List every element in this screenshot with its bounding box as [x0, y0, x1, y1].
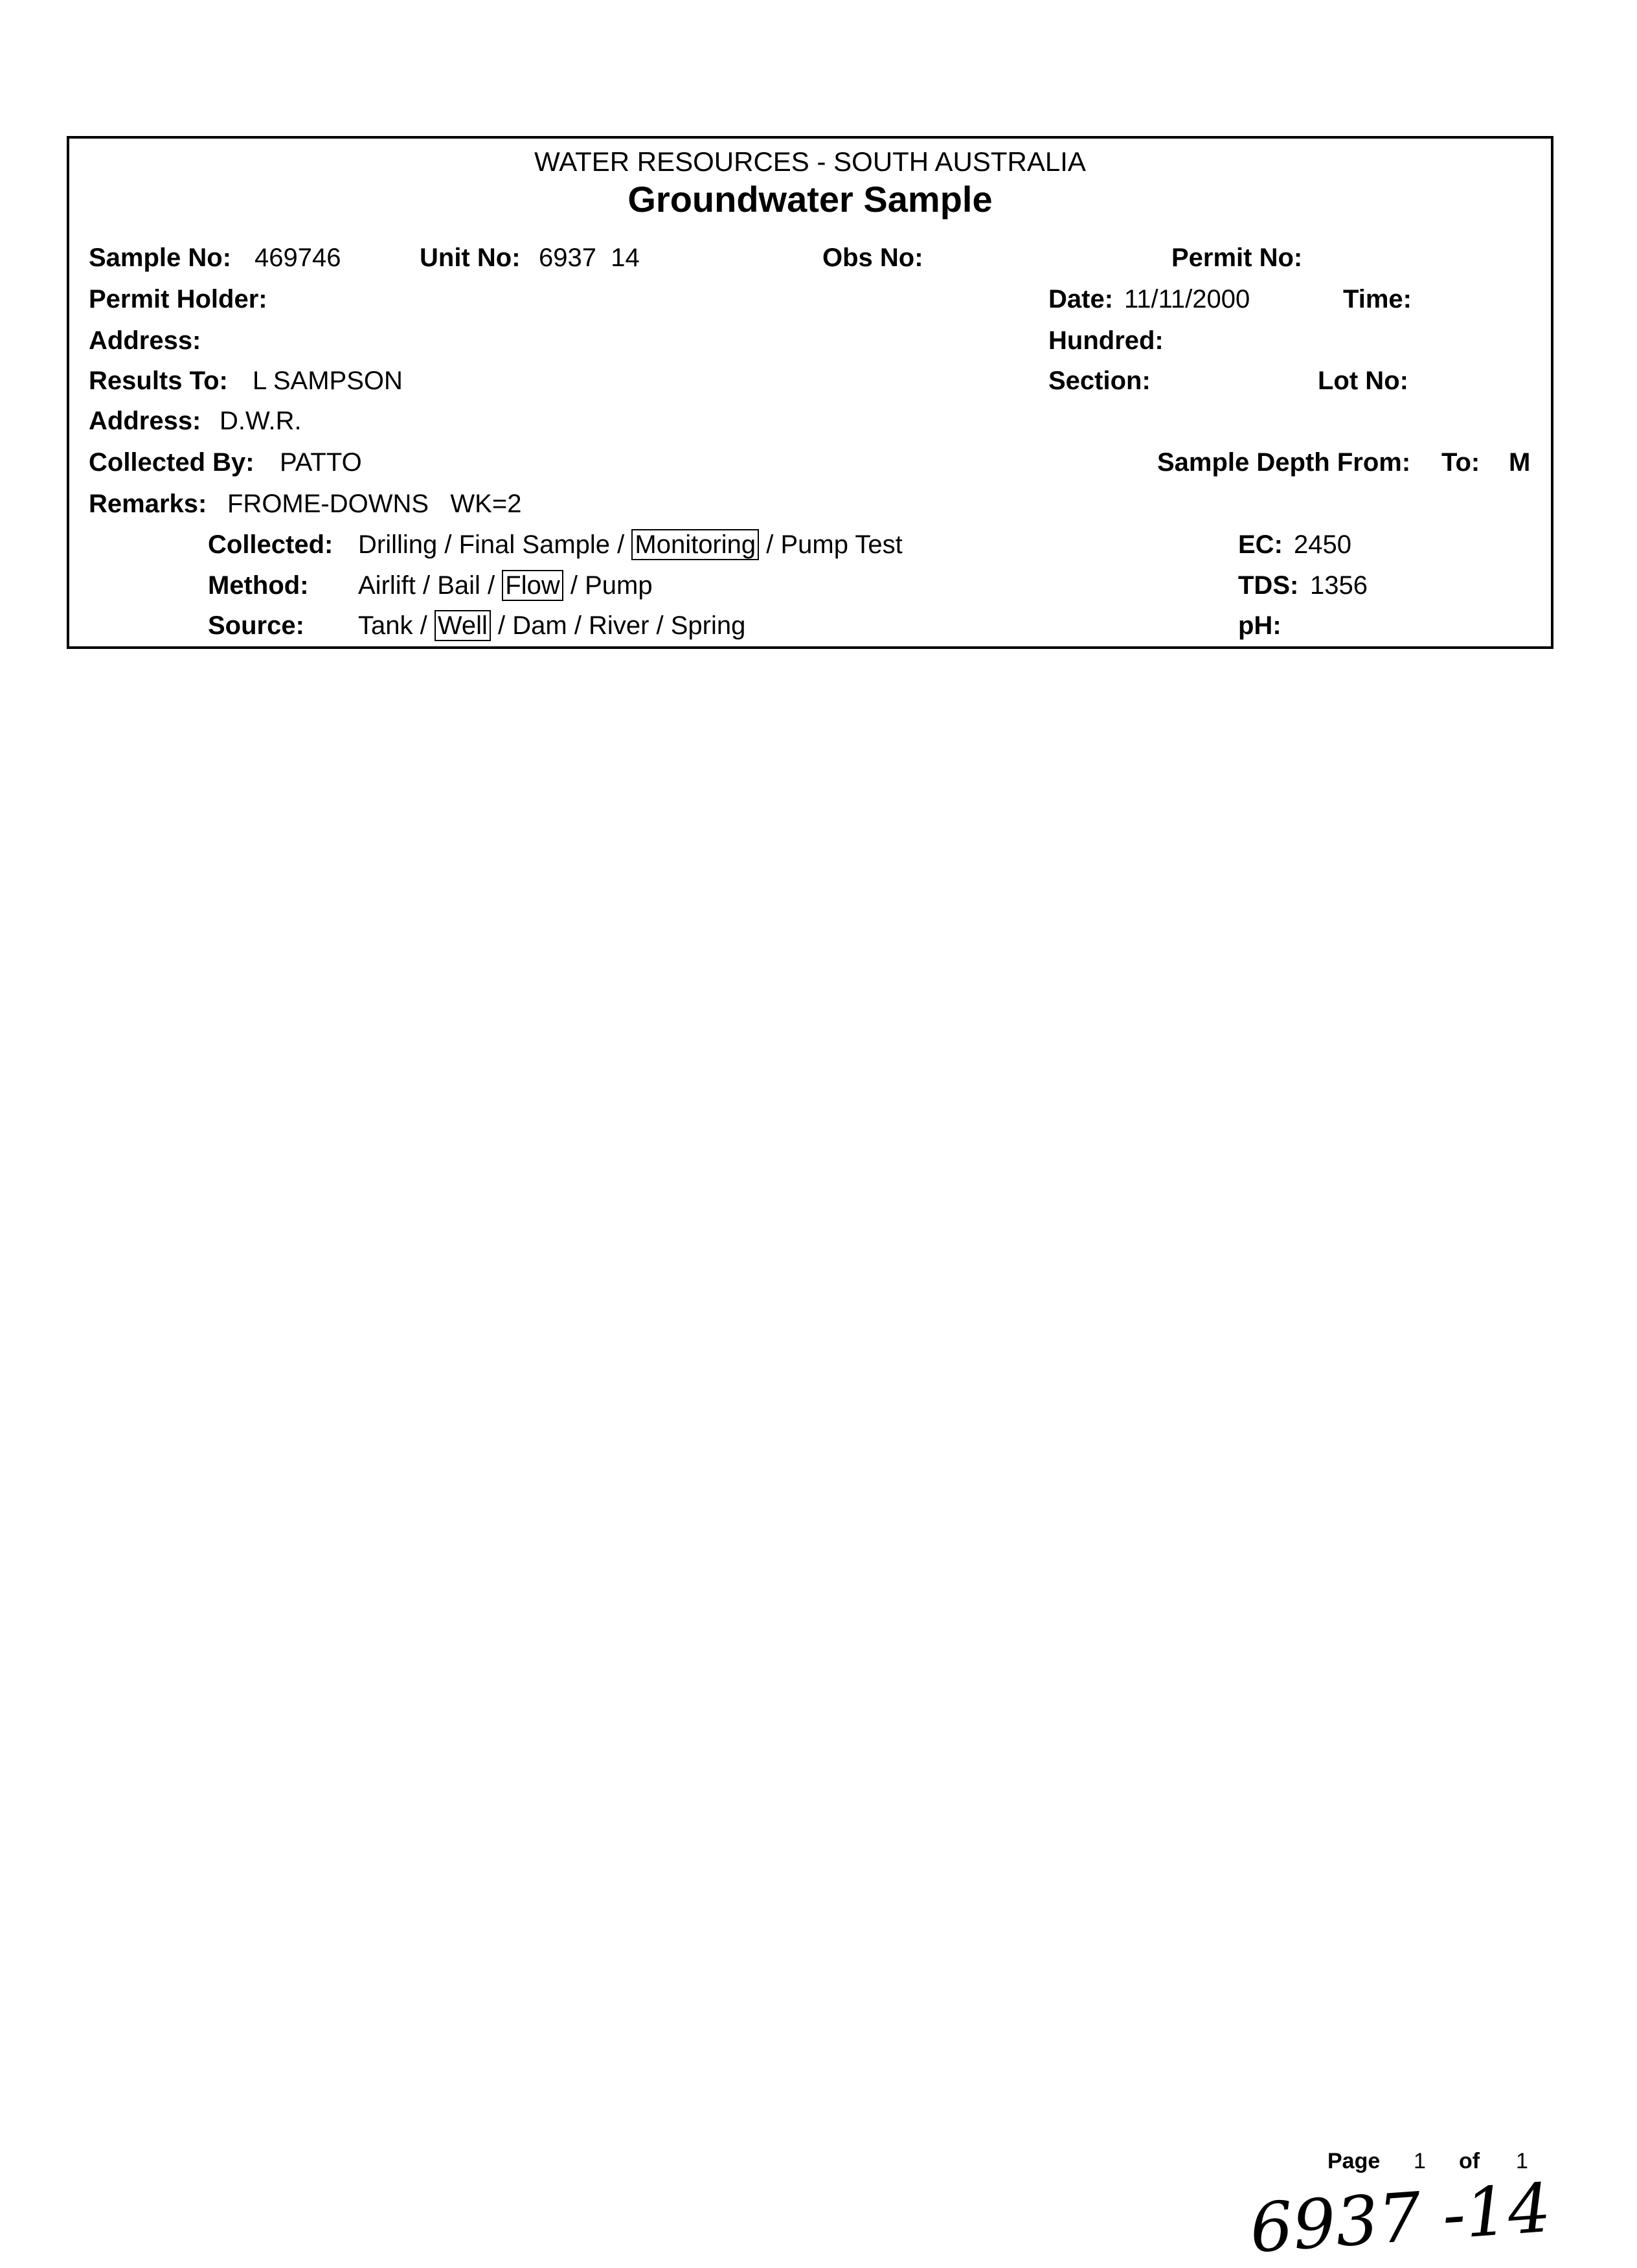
- handwritten-unit-note: 6937 -14: [1247, 2168, 1553, 2268]
- unit-no-label: Unit No:: [420, 244, 521, 272]
- page-label: Page: [1327, 2149, 1381, 2173]
- groundwater-sample-form: [67, 136, 1553, 649]
- collected-options: [358, 529, 903, 560]
- source-option-dam: Dam: [512, 611, 567, 640]
- option-separator: /: [759, 530, 781, 559]
- source-label: Source:: [208, 611, 304, 640]
- section-label: Section:: [1048, 367, 1151, 395]
- time-label: Time:: [1343, 285, 1412, 313]
- option-separator: /: [563, 571, 585, 600]
- collected-label: Collected:: [208, 530, 333, 559]
- results-to-value: L SAMPSON: [253, 367, 403, 395]
- option-separator: /: [437, 530, 459, 559]
- source-option-river: River: [589, 611, 649, 640]
- ph-label: pH:: [1238, 611, 1281, 640]
- collected-by-label: Collected By:: [89, 448, 254, 477]
- hundred-label: Hundred:: [1048, 326, 1164, 355]
- ec-value: 2450: [1294, 530, 1351, 559]
- tds-label: TDS:: [1238, 571, 1299, 600]
- method-option-pump: Pump: [585, 571, 653, 600]
- option-separator: /: [415, 571, 438, 600]
- remarks-value: FROME-DOWNS WK=2: [227, 490, 522, 518]
- option-separator: /: [412, 611, 435, 640]
- sample-depth-to-label: To:: [1441, 448, 1480, 477]
- results-to-label: Results To:: [89, 367, 228, 395]
- method-label: Method:: [208, 571, 309, 600]
- source-option-well-selected: Well: [435, 610, 491, 641]
- method-option-flow-selected: Flow: [502, 570, 563, 601]
- page-total: 1: [1516, 2149, 1528, 2173]
- date-value: 11/11/2000: [1124, 285, 1250, 313]
- form-title: Groundwater Sample: [627, 179, 993, 220]
- collected-option-final-sample: Final Sample: [458, 530, 611, 559]
- method-option-airlift: Airlift: [358, 571, 416, 600]
- sample-depth-unit: M: [1509, 448, 1531, 477]
- method-option-bail: Bail: [437, 571, 480, 600]
- method-options: [358, 570, 653, 601]
- lot-no-label: Lot No:: [1318, 367, 1408, 395]
- sample-no-label: Sample No:: [89, 244, 232, 272]
- organization-header: WATER RESOURCES - SOUTH AUSTRALIA: [534, 146, 1086, 177]
- collected-option-monitoring-selected: Monitoring: [631, 529, 759, 560]
- permit-no-label: Permit No:: [1171, 244, 1303, 272]
- unit-no-value: 6937 14: [539, 244, 640, 272]
- collected-by-value: PATTO: [280, 448, 362, 477]
- address-2-value: D.W.R.: [220, 407, 302, 435]
- address-2-label: Address:: [89, 407, 201, 435]
- option-separator: /: [610, 530, 632, 559]
- sample-no-value: 469746: [254, 244, 341, 272]
- ec-label: EC:: [1238, 530, 1283, 559]
- source-option-tank: Tank: [358, 611, 413, 640]
- collected-option-drilling: Drilling: [358, 530, 438, 559]
- address-label: Address:: [89, 326, 201, 355]
- sample-depth-from-label: Sample Depth From:: [1157, 448, 1411, 477]
- remarks-label: Remarks:: [89, 490, 207, 518]
- permit-holder-label: Permit Holder:: [89, 285, 267, 313]
- date-label: Date:: [1048, 285, 1114, 313]
- option-separator: /: [567, 611, 589, 640]
- source-option-spring: Spring: [670, 611, 746, 640]
- tds-value: 1356: [1310, 571, 1368, 600]
- of-label: of: [1459, 2149, 1480, 2173]
- option-separator: /: [480, 571, 502, 600]
- collected-option-pump-test: Pump Test: [780, 530, 903, 559]
- page-number: 1: [1414, 2149, 1426, 2173]
- obs-no-label: Obs No:: [822, 244, 923, 272]
- option-separator: /: [490, 611, 513, 640]
- source-options: [358, 610, 745, 641]
- option-separator: /: [649, 611, 671, 640]
